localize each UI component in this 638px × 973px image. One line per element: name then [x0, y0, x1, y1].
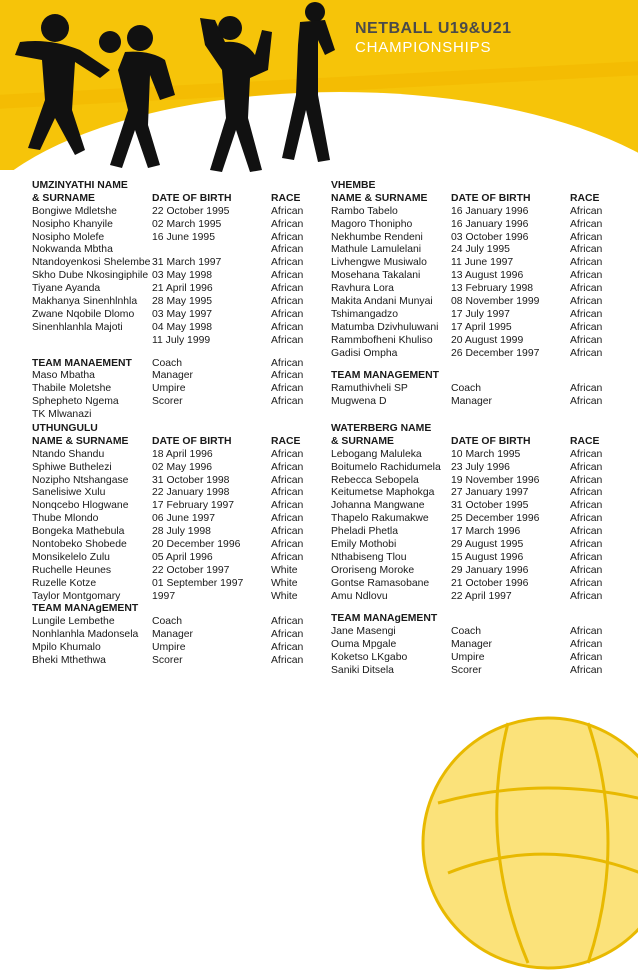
table-row [331, 383, 611, 396]
table-row [331, 322, 611, 335]
table-row [32, 642, 312, 655]
cell-race: African [570, 551, 603, 563]
cell-name: Bheki Mthethwa [32, 655, 106, 667]
cell-race: African [271, 616, 304, 628]
cell-dob: 23 July 1996 [451, 461, 510, 473]
table-row [32, 591, 312, 604]
cell-dob: 13 February 1998 [451, 283, 534, 295]
cell-dob: 02 May 1996 [152, 461, 213, 473]
table-row [331, 665, 611, 678]
management-manager-race: African [271, 370, 304, 382]
table-row [331, 552, 611, 565]
cell-dob: 21 October 1996 [451, 577, 529, 589]
cell-name: Nekhumbe Rendeni [331, 231, 423, 243]
cell-dob: 13 August 1996 [451, 270, 524, 282]
cell-race: African [271, 308, 304, 320]
cell-name: Thapelo Rakumakwe [331, 513, 429, 525]
cell-dob: 08 November 1999 [451, 296, 540, 308]
column-header-race: RACE [570, 435, 600, 447]
table-row [32, 655, 312, 668]
cell-name: Rebecca Sebopela [331, 474, 419, 486]
cell-race: African [271, 513, 304, 525]
table-row [32, 296, 312, 309]
table-row [32, 565, 312, 578]
table-row [32, 206, 312, 219]
table-row [331, 257, 611, 270]
cell-dob: 22 October 1995 [152, 205, 230, 217]
players-list [32, 206, 312, 348]
cell-dob: 03 May 1997 [152, 308, 213, 320]
cell-name: Nosipho Khanyile [32, 218, 113, 230]
cell-race: African [271, 474, 304, 486]
table-row [32, 462, 312, 475]
cell-name: Ororiseng Moroke [331, 564, 415, 576]
cell-race: African [271, 448, 304, 460]
cell-race: African [271, 257, 304, 269]
cell-name: Makhanya Sinenhlnhla [32, 296, 138, 308]
management-manager-name: Thabile Moletshe [32, 383, 112, 395]
cell-race: African [570, 652, 603, 664]
team-name: VHEMBE [331, 180, 376, 191]
cell-race: African [271, 205, 304, 217]
table-row [331, 591, 611, 604]
cell-dob: Scorer [451, 665, 482, 677]
column-header-race: RACE [271, 435, 301, 447]
table-row [331, 513, 611, 526]
cell-dob: Manager [451, 396, 493, 408]
player-silhouettes-image [0, 0, 340, 175]
table-row [331, 500, 611, 513]
cell-race: African [570, 296, 603, 308]
cell-race: White [271, 590, 298, 602]
cell-name: Ramuthivheli SP [331, 383, 408, 395]
team-waterberg [331, 423, 611, 678]
table-row [32, 487, 312, 500]
cell-dob: 28 May 1995 [152, 296, 213, 308]
cell-dob: 16 January 1996 [451, 218, 529, 230]
cell-dob: Umpire [451, 652, 485, 664]
cell-name: Sanelisiwe Xulu [32, 487, 106, 499]
cell-name: Gadisi Ompha [331, 347, 398, 359]
cell-dob: Manager [152, 629, 194, 641]
cell-name: Ouma Mpgale [331, 639, 397, 651]
table-row [32, 244, 312, 257]
cell-race: African [570, 257, 603, 269]
table-row [331, 449, 611, 462]
cell-name: Mugwena D [331, 396, 387, 408]
cell-name: Saniki Ditsela [331, 665, 394, 677]
cell-race: African [570, 500, 603, 512]
column-header-name: NAME & SURNAME [331, 192, 428, 204]
cell-dob: 29 January 1996 [451, 564, 529, 576]
cell-race: White [271, 564, 298, 576]
cell-name: Ruchelle Heunes [32, 564, 112, 576]
cell-race: African [570, 205, 603, 217]
management-title: TEAM MANAgEMENT [331, 613, 438, 625]
table-row [331, 565, 611, 578]
cell-race: African [570, 321, 603, 333]
team-name: UMZINYATHI NAME [32, 180, 128, 191]
cell-name: Nonhlanhla Madonsela [32, 629, 139, 641]
table-row [32, 257, 312, 270]
cell-dob: 31 October 1998 [152, 474, 230, 486]
cell-dob: 15 August 1996 [451, 551, 524, 563]
cell-race: African [570, 461, 603, 473]
cell-dob: 31 March 1997 [152, 257, 222, 269]
cell-dob: 17 April 1995 [451, 321, 512, 333]
cell-race: African [271, 487, 304, 499]
column-header-dob: DATE OF BIRTH [451, 192, 531, 204]
management-scorer-race: African [271, 396, 304, 408]
management-title: TEAM MANAgEMENT [32, 603, 139, 615]
cell-name: Lebogang Maluleka [331, 448, 422, 460]
cell-dob: 1997 [152, 590, 176, 602]
cell-race: African [570, 513, 603, 525]
cell-name: Emily Mothobi [331, 539, 397, 551]
table-row [32, 629, 312, 642]
cell-name: Tiyane Ayanda [32, 283, 101, 295]
management-list [331, 383, 611, 409]
cell-name: Mpilo Khumalo [32, 642, 101, 654]
team-vhembe [331, 180, 611, 409]
table-row [331, 270, 611, 283]
cell-name: Makita Andani Munyai [331, 296, 433, 308]
cell-dob: 21 April 1996 [152, 283, 213, 295]
netball-image [418, 713, 638, 973]
cell-dob: 22 January 1998 [152, 487, 230, 499]
table-row [331, 578, 611, 591]
cell-dob: 22 April 1997 [451, 590, 512, 602]
cell-race: African [570, 383, 603, 395]
cell-name: Livhengwe Musiwalo [331, 257, 427, 269]
cell-dob: 17 February 1997 [152, 500, 235, 512]
cell-dob: 19 November 1996 [451, 474, 540, 486]
cell-name: Ravhura Lora [331, 283, 394, 295]
cell-name: Gontse Ramasobane [331, 577, 430, 589]
cell-race: African [570, 308, 603, 320]
cell-race: African [570, 283, 603, 295]
cell-race: African [271, 539, 304, 551]
table-row [32, 270, 312, 283]
management-scorer-name: TK Mlwanazi [32, 409, 92, 418]
cell-race: African [570, 665, 603, 677]
cell-name: Skho Dube Nkosingiphile [32, 270, 149, 282]
cell-race: African [271, 655, 304, 667]
cell-race: African [271, 334, 304, 346]
cell-name: Keitumetse Maphokga [331, 487, 435, 499]
cell-name: Ruzelle Kotze [32, 577, 97, 589]
cell-race: African [271, 642, 304, 654]
cell-dob: 03 October 1996 [451, 231, 529, 243]
cell-name: Bongiwe Mdletshe [32, 205, 117, 217]
column-header-race: RACE [570, 192, 600, 204]
page-subtitle: CHAMPIONSHIPS [355, 39, 492, 56]
cell-race: African [570, 626, 603, 638]
table-row [32, 526, 312, 539]
cell-race: African [271, 526, 304, 538]
management-coach-race: African [271, 357, 304, 369]
cell-dob: 22 October 1997 [152, 564, 230, 576]
cell-name: Johanna Mangwane [331, 500, 425, 512]
table-row [331, 309, 611, 322]
cell-race: African [570, 639, 603, 651]
cell-dob: Manager [451, 639, 493, 651]
cell-race: African [570, 244, 603, 256]
cell-race: African [271, 283, 304, 295]
cell-dob: 05 April 1996 [152, 551, 213, 563]
management-umpire-race: African [271, 383, 304, 395]
cell-dob: 26 December 1997 [451, 347, 540, 359]
cell-race: African [271, 231, 304, 243]
cell-dob: 31 October 1995 [451, 500, 529, 512]
management-manager-role: Manager [152, 370, 194, 382]
table-row [331, 244, 611, 257]
cell-name: Zwane Nqobile Dlomo [32, 308, 135, 320]
column-header-dob: DATE OF BIRTH [152, 192, 232, 204]
table-row [331, 232, 611, 245]
table-row [331, 348, 611, 361]
cell-dob: 24 July 1995 [451, 244, 510, 256]
cell-name: Nozipho Ntshangase [32, 474, 129, 486]
cell-dob: Coach [451, 383, 482, 395]
table-row [32, 219, 312, 232]
cell-name: Pheladi Phetla [331, 526, 399, 538]
cell-name: Boitumelo Rachidumela [331, 461, 441, 473]
cell-name: Rambo Tabelo [331, 205, 398, 217]
cell-name: Tshimangadzo [331, 308, 399, 320]
cell-dob: 20 December 1996 [152, 539, 241, 551]
cell-dob: Coach [152, 616, 183, 628]
management-umpire-role: Umpire [152, 383, 186, 395]
management-list [331, 626, 611, 678]
cell-dob: 18 April 1996 [152, 448, 213, 460]
table-row [331, 206, 611, 219]
team-uthungulu [32, 423, 312, 668]
cell-race: African [570, 487, 603, 499]
cell-race: African [570, 539, 603, 551]
cell-name: Ntandoyenkosi Shelembe [32, 257, 151, 269]
column-header-name: & SURNAME [331, 435, 394, 447]
cell-race: African [570, 396, 603, 408]
cell-dob: 03 May 1998 [152, 270, 213, 282]
cell-name: Nokwanda Mbtha [32, 244, 113, 256]
cell-dob: 02 March 1995 [152, 218, 222, 230]
cell-name: Bongeka Mathebula [32, 526, 125, 538]
table-row [32, 616, 312, 629]
cell-dob: Scorer [152, 655, 183, 667]
cell-dob: Umpire [152, 642, 186, 654]
cell-race: African [570, 564, 603, 576]
cell-race: African [271, 270, 304, 282]
cell-name: Jane Masengi [331, 626, 396, 638]
page-title: NETBALL U19&U21 [355, 20, 512, 37]
table-row [32, 475, 312, 488]
cell-dob: 10 March 1995 [451, 448, 521, 460]
players-list [32, 449, 312, 604]
table-row [32, 552, 312, 565]
table-row [32, 322, 312, 335]
cell-race: African [271, 629, 304, 641]
cell-race: African [271, 500, 304, 512]
column-header-race: RACE [271, 192, 301, 204]
cell-name: Magoro Thonipho [331, 218, 413, 230]
cell-name: Thube Mlondo [32, 513, 99, 525]
cell-dob: 11 July 1999 [152, 334, 211, 346]
table-row [32, 500, 312, 513]
management-scorer-role: Scorer [152, 396, 183, 408]
table-row [331, 539, 611, 552]
cell-name: Taylor Montgomary [32, 590, 121, 602]
cell-name: Nonqcebo Hlogwane [32, 500, 129, 512]
table-row [32, 539, 312, 552]
cell-dob: 27 January 1997 [451, 487, 529, 499]
cell-name: Monsikelelo Zulu [32, 551, 110, 563]
cell-race: African [570, 347, 603, 359]
column-header-name: & SURNAME [32, 192, 95, 204]
table-row [331, 283, 611, 296]
cell-dob: 20 August 1999 [451, 334, 524, 346]
cell-race: White [271, 577, 298, 589]
cell-race: African [570, 231, 603, 243]
team-name: WATERBERG NAME [331, 423, 432, 434]
cell-race: African [271, 218, 304, 230]
table-row [331, 475, 611, 488]
cell-race: African [570, 577, 603, 589]
cell-name: Matumba Dzivhuluwani [331, 321, 439, 333]
cell-dob: 17 March 1996 [451, 526, 521, 538]
table-row [331, 335, 611, 348]
cell-race: African [570, 590, 603, 602]
table-row [331, 526, 611, 539]
management-title: TEAM MANAEMENT [32, 357, 132, 369]
table-row [331, 219, 611, 232]
table-row [331, 639, 611, 652]
cell-dob: 16 June 1995 [152, 231, 215, 243]
cell-race: African [271, 321, 304, 333]
cell-race: African [570, 526, 603, 538]
cell-name: Mathule Lamulelani [331, 244, 422, 256]
cell-name: Sinenhlanhla Majoti [32, 321, 123, 333]
team-umzinyathi [32, 180, 312, 417]
cell-dob: 04 May 1998 [152, 321, 213, 333]
table-row [331, 396, 611, 409]
cell-dob: 17 July 1997 [451, 308, 510, 320]
cell-name: Ntando Shandu [32, 448, 105, 460]
cell-race: African [271, 461, 304, 473]
cell-dob: 06 June 1997 [152, 513, 215, 525]
management-title: TEAM MANAGEMENT [331, 370, 439, 382]
cell-race: African [570, 218, 603, 230]
cell-race: African [271, 551, 304, 563]
table-row [331, 626, 611, 639]
cell-race: African [570, 270, 603, 282]
column-header-dob: DATE OF BIRTH [451, 435, 531, 447]
cell-name: Rammbofheni Khuliso [331, 334, 433, 346]
cell-race: African [570, 448, 603, 460]
column-header-name: NAME & SURNAME [32, 435, 129, 447]
table-row [32, 449, 312, 462]
cell-name: Lungile Lembethe [32, 616, 115, 628]
table-row [32, 232, 312, 245]
cell-dob: Coach [451, 626, 482, 638]
table-row [32, 283, 312, 296]
cell-name: Sphiwe Buthelezi [32, 461, 112, 473]
table-row [32, 309, 312, 322]
players-list [331, 206, 611, 361]
management-coach-role: Coach [152, 357, 183, 369]
players-list [331, 449, 611, 604]
table-row [32, 578, 312, 591]
cell-dob: 01 September 1997 [152, 577, 244, 589]
management-coach-name: Maso Mbatha [32, 370, 95, 382]
table-row [331, 296, 611, 309]
team-name: UTHUNGULU [32, 423, 98, 434]
column-header-dob: DATE OF BIRTH [152, 435, 232, 447]
cell-name: Nthabiseng Tlou [331, 551, 407, 563]
management-list [32, 616, 312, 668]
cell-name: Koketso LKgabo [331, 652, 408, 664]
table-row [32, 513, 312, 526]
cell-race: African [570, 334, 603, 346]
table-row [331, 652, 611, 665]
table-row [331, 487, 611, 500]
cell-dob: 11 June 1997 [451, 257, 514, 269]
table-row [331, 462, 611, 475]
cell-name: Nontobeko Shobede [32, 539, 127, 551]
cell-race: African [271, 296, 304, 308]
cell-dob: 25 December 1996 [451, 513, 540, 525]
cell-dob: 16 January 1996 [451, 205, 529, 217]
cell-race: African [271, 244, 304, 256]
cell-dob: 28 July 1998 [152, 526, 211, 538]
table-row [32, 335, 312, 348]
management-umpire-name: Sphepheto Ngema [32, 396, 119, 408]
cell-race: African [570, 474, 603, 486]
cell-name: Mosehana Takalani [331, 270, 421, 282]
cell-dob: 29 August 1995 [451, 539, 524, 551]
cell-name: Amu Ndlovu [331, 590, 388, 602]
cell-name: Nosipho Molefe [32, 231, 105, 243]
